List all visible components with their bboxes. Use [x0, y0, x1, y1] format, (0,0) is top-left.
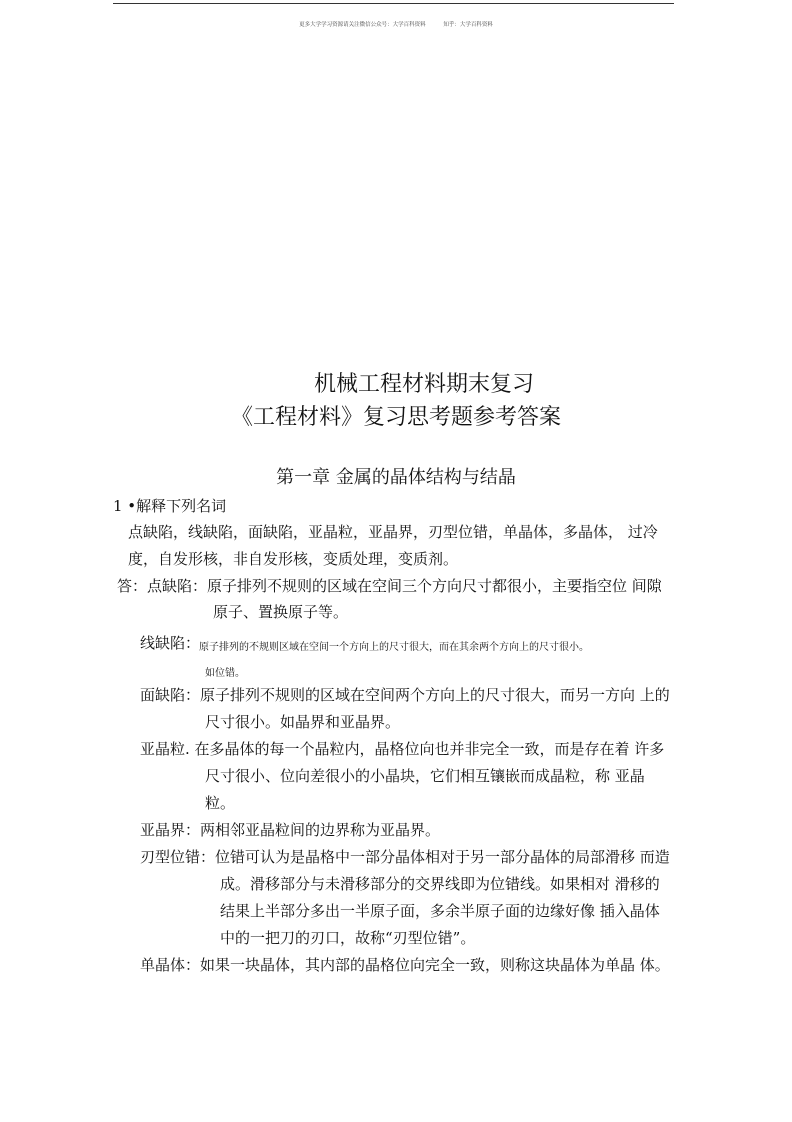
plane-defect-line-2: 尺寸很小。如晶界和亚晶界。 — [205, 713, 401, 731]
main-title: 机械工程材料期末复习 — [313, 372, 534, 397]
edge-dislocation-line-3: 结果上半部分多出一半原子面，多余半原子面的边缘好像 插入晶体 — [220, 902, 660, 920]
subgrain-line-3: 粒。 — [205, 794, 236, 812]
terms-line-1: 点缺陷，线缺陷，面缺陷，亚晶粒，亚晶界，刃型位错，单晶体，多晶体， 过冷 — [128, 523, 658, 541]
subtitle: 《工程材料》复习思考题参考答案 — [230, 405, 561, 430]
header-note-wechat: 更多大学学习资源请关注微信公众号：大学百科资料 — [299, 22, 426, 28]
line-defect-text: 原子排列的不规则区域在空间一个方向上的尺寸很大，而在其余两个方向上的尺寸很小。 — [199, 642, 589, 653]
header-note-zhihu: 知乎：大学百科资料 — [443, 22, 493, 28]
edge-dislocation-line-4: 中的一把刀的刃口，故称“刃型位错”。 — [220, 929, 476, 947]
point-defect-line-2: 原子、置换原子等。 — [213, 603, 349, 621]
subgrain-line-2: 尺寸很小、位向差很小的小晶块，它们相互镶嵌而成晶粒，称 亚晶 — [205, 767, 645, 785]
edge-dislocation-line-2: 成。滑移部分与未滑移部分的交界线即为位错线。如果相对 滑移的 — [220, 875, 660, 893]
question-number: 1 •解释下列名词 — [113, 497, 227, 515]
point-defect-line-1: 答：点缺陷：原子排列不规则的区域在空间三个方向尺寸都很小，主要指空位 间隙 — [117, 577, 662, 595]
edge-dislocation-line-1: 刃型位错：位错可认为是晶格中一部分晶体相对于另一部分晶体的局部滑移 而造 — [140, 848, 670, 866]
subgrain-boundary: 亚晶界：两相邻亚晶粒间的边界称为亚晶界。 — [140, 821, 441, 839]
chapter-heading: 第一章 金属的晶体结构与结晶 — [276, 467, 516, 488]
terms-line-2: 度，自发形核，非自发形核，变质处理，变质剂。 — [128, 550, 459, 568]
line-defect-example: 如位错。 — [205, 668, 245, 679]
line-defect-term: 线缺陷： — [140, 634, 201, 652]
subgrain-line-1: 亚晶粒. 在多晶体的每一个晶粒内，晶格位向也并非完全一致，而是存在着 许多 — [140, 740, 665, 758]
header-note — [0, 20, 792, 28]
plane-defect-line-1: 面缺陷：原子排列不规则的区域在空间两个方向上的尺寸很大，而另一方向 上的 — [140, 686, 670, 704]
single-crystal: 单晶体：如果一块晶体，其内部的晶格位向完全一致，则称这块晶体为单晶 体。 — [140, 956, 670, 974]
header-rule — [113, 3, 674, 4]
